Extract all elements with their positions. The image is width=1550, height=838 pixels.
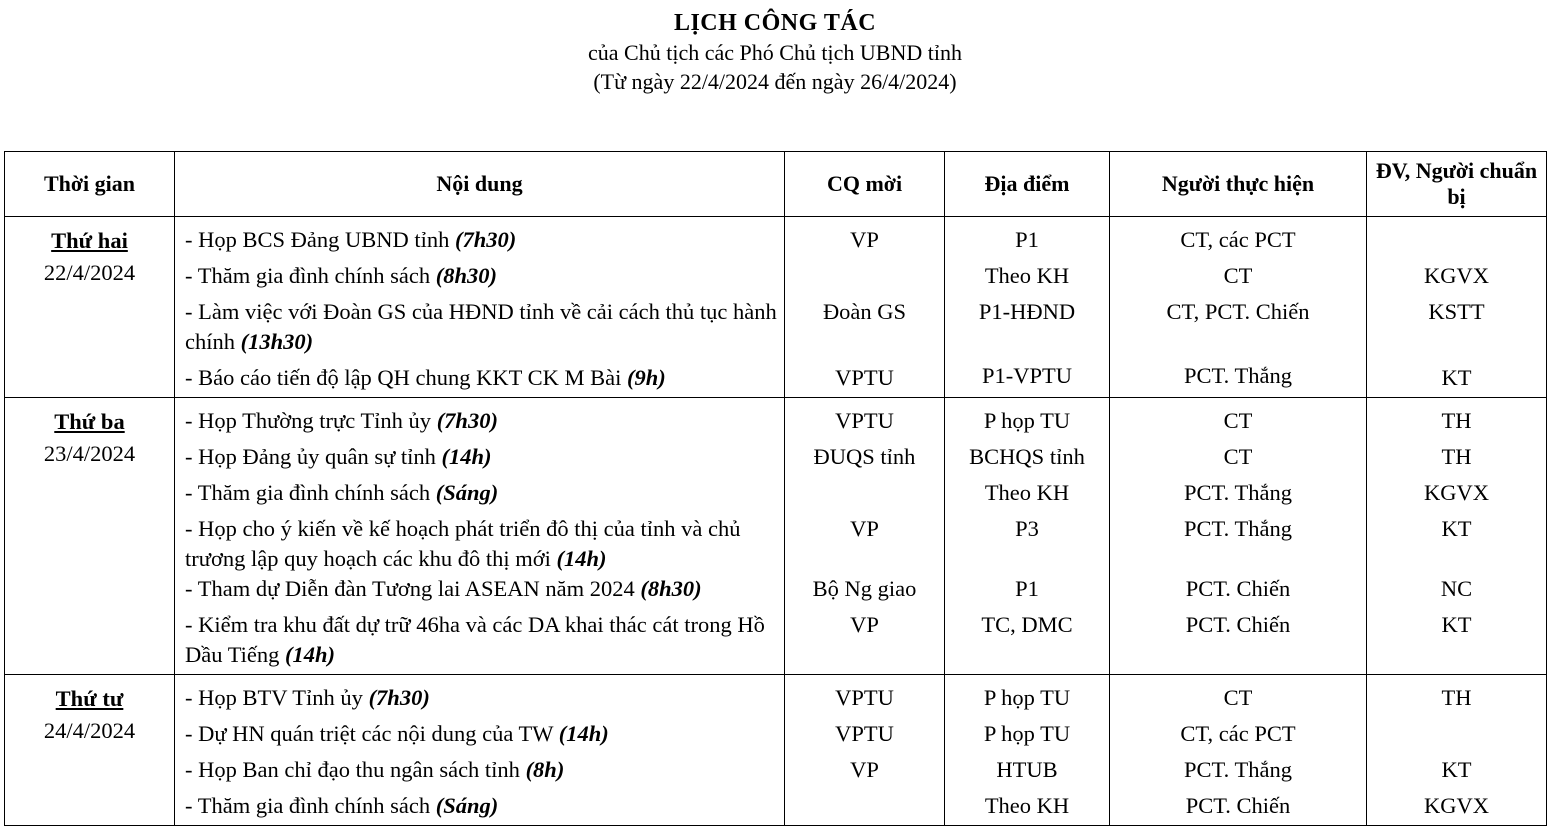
item-location: P3: [1015, 516, 1039, 541]
schedule-table: [4, 151, 1547, 826]
day-cell: [5, 398, 175, 675]
inviter-cell: [785, 398, 945, 675]
item-preparer: KGVX: [1424, 793, 1489, 818]
item-preparer: KGVX: [1424, 480, 1489, 505]
performer-cell: [1110, 217, 1367, 398]
item-location: P1-HĐND: [978, 299, 1076, 324]
date-range: (Từ ngày 22/4/2024 đến ngày 26/4/2024): [593, 69, 957, 94]
schedule-item: [175, 514, 784, 574]
column-header-inviter: CQ mời: [785, 152, 945, 217]
item-preparer: KT: [1441, 612, 1472, 637]
item-text: - Thăm gia đình chính sách: [185, 480, 436, 505]
item-text: - Họp BTV Tỉnh ủy: [185, 685, 369, 710]
item-performer: CT, các PCT: [1180, 721, 1296, 746]
item-text: - Dự HN quán triệt các nội dung của TW: [185, 721, 559, 746]
item-preparer: NC: [1440, 576, 1473, 601]
schedule-item: [175, 225, 784, 261]
item-time: (8h): [525, 757, 565, 782]
schedule-item: [175, 574, 784, 610]
item-text: - Kiểm tra khu đất dự trữ 46ha và các DA khai thác cát trong Hồ Dầu Tiếng: [185, 612, 765, 667]
item-performer: PCT. Thắng: [1184, 363, 1292, 388]
item-location: Theo KH: [984, 793, 1070, 818]
day-cell: [5, 675, 175, 826]
item-inviter: VP: [850, 757, 879, 782]
item-location: P1: [1015, 227, 1039, 252]
day-name: Thứ tư: [55, 686, 124, 711]
item-time: (14h): [558, 721, 609, 746]
item-location: BCHQS tỉnh: [969, 444, 1085, 469]
schedule-item: [175, 297, 784, 357]
column-header-preparer: ĐV, Người chuẩn bị: [1367, 152, 1547, 217]
item-time: (8h30): [435, 263, 498, 288]
item-inviter: VP: [850, 516, 879, 541]
schedule-item: [175, 719, 784, 755]
item-text: - Báo cáo tiến độ lập QH chung KKT CK M Bài: [185, 365, 628, 390]
item-text: - Thăm gia đình chính sách: [185, 263, 436, 288]
item-location: P họp TU: [983, 685, 1071, 710]
item-text: - Họp BCS Đảng UBND tỉnh: [185, 227, 456, 252]
document-subtitle: của Chủ tịch các Phó Chủ tịch UBND tỉnh: [588, 40, 962, 65]
location-cell: [945, 398, 1110, 675]
column-header-location: Địa điểm: [945, 152, 1110, 217]
item-preparer: KGVX: [1424, 263, 1489, 288]
item-text: - Làm việc với Đoàn GS của HĐND tỉnh về cải cách thủ tục hành chính: [185, 299, 777, 354]
column-header-time: Thời gian: [5, 152, 175, 217]
schedule-item: [175, 791, 784, 821]
item-inviter: Đoàn GS: [822, 299, 907, 324]
item-inviter: VPTU: [835, 408, 894, 433]
item-preparer: KSTT: [1428, 299, 1485, 324]
item-performer: CT: [1223, 408, 1253, 433]
item-performer: PCT. Chiến: [1185, 793, 1291, 818]
item-inviter: [785, 478, 944, 514]
item-inviter: VPTU: [835, 685, 894, 710]
item-time: (7h30): [455, 227, 517, 252]
column-header-performer: Người thực hiện: [1110, 152, 1367, 217]
item-location: Theo KH: [984, 480, 1070, 505]
document-header: [0, 8, 1550, 96]
inviter-cell: [785, 675, 945, 826]
performer-cell: [1110, 398, 1367, 675]
item-time: (8h30): [640, 576, 702, 601]
item-text: - Họp Ban chỉ đạo thu ngân sách tỉnh: [185, 757, 526, 782]
item-inviter: VPTU: [835, 365, 894, 390]
item-time: (14h): [556, 546, 607, 571]
item-performer: CT: [1223, 685, 1253, 710]
schedule-item: [175, 755, 784, 791]
item-time: (9h): [627, 365, 666, 390]
preparer-cell: [1367, 398, 1547, 675]
item-performer: CT: [1223, 263, 1253, 288]
item-text: - Họp Đảng ủy quân sự tỉnh: [185, 444, 442, 469]
item-time: (7h30): [368, 685, 430, 710]
item-text: - Tham dự Diễn đàn Tương lai ASEAN năm 2024: [185, 576, 641, 601]
day-row-monday: [5, 217, 1547, 398]
location-cell: [945, 217, 1110, 398]
content-cell: [175, 217, 785, 398]
item-preparer: KT: [1441, 757, 1472, 782]
item-time: (14h): [285, 642, 336, 667]
item-time: (13h30): [240, 329, 314, 354]
day-date: 22/4/2024: [43, 260, 136, 285]
item-inviter: [785, 261, 944, 297]
day-row-tuesday: [5, 398, 1547, 675]
schedule-item: [175, 442, 784, 478]
item-location: HTUB: [996, 757, 1058, 782]
item-time: (Sáng): [435, 480, 499, 505]
item-text: - Họp Thường trực Tỉnh ủy: [185, 408, 437, 433]
inviter-cell: [785, 217, 945, 398]
item-performer: PCT. Thắng: [1184, 516, 1292, 541]
schedule-item: [175, 363, 784, 393]
item-location: P họp TU: [983, 721, 1071, 746]
day-date: 23/4/2024: [43, 441, 136, 466]
item-inviter: ĐUQS tỉnh: [813, 444, 916, 469]
schedule-item: [175, 610, 784, 670]
item-text: - Họp cho ý kiến về kế hoạch phát triển đô thị của tỉnh và chủ trương lập quy hoạch các khu đô thị mới: [185, 516, 741, 571]
item-performer: CT, PCT. Chiến: [1166, 299, 1310, 324]
item-performer: PCT. Chiến: [1185, 612, 1291, 637]
item-preparer: KT: [1441, 516, 1472, 541]
schedule-item: [175, 478, 784, 514]
item-performer: PCT. Thắng: [1184, 480, 1292, 505]
content-cell: [175, 398, 785, 675]
item-time: (Sáng): [435, 793, 499, 818]
performer-cell: [1110, 675, 1367, 826]
item-preparer: [1367, 719, 1546, 755]
item-location: Theo KH: [984, 263, 1070, 288]
item-performer: PCT. Chiến: [1185, 576, 1291, 601]
item-preparer: TH: [1441, 685, 1472, 710]
item-preparer: [1367, 225, 1546, 261]
item-performer: PCT. Thắng: [1184, 757, 1292, 782]
item-preparer: TH: [1441, 408, 1472, 433]
item-performer: CT, các PCT: [1180, 227, 1296, 252]
day-date: 24/4/2024: [43, 718, 136, 743]
document-title: LỊCH CÔNG TÁC: [673, 10, 877, 36]
schedule-item: [175, 683, 784, 719]
day-name: Thứ ba: [54, 409, 125, 434]
item-location: P1: [1015, 576, 1039, 601]
item-time: (14h): [441, 444, 492, 469]
table-header-row: [5, 152, 1547, 217]
item-inviter: Bộ Ng giao: [812, 576, 917, 601]
item-text: - Thăm gia đình chính sách: [185, 793, 436, 818]
schedule-item: [175, 261, 784, 297]
item-location: TC, DMC: [981, 612, 1073, 637]
preparer-cell: [1367, 675, 1547, 826]
day-name: Thứ hai: [51, 228, 128, 253]
item-preparer: KT: [1441, 365, 1472, 390]
item-preparer: TH: [1441, 444, 1472, 469]
item-inviter: VPTU: [835, 721, 894, 746]
day-row-wednesday: [5, 675, 1547, 826]
item-inviter: VP: [850, 612, 879, 637]
content-cell: [175, 675, 785, 826]
item-inviter: [785, 791, 944, 821]
day-cell: [5, 217, 175, 398]
item-performer: CT: [1223, 444, 1253, 469]
item-location: P1-VPTU: [981, 363, 1072, 388]
preparer-cell: [1367, 217, 1547, 398]
item-inviter: VP: [850, 227, 879, 252]
column-header-content: Nội dung: [175, 152, 785, 217]
location-cell: [945, 675, 1110, 826]
schedule-item: [175, 406, 784, 442]
item-location: P họp TU: [983, 408, 1071, 433]
item-time: (7h30): [436, 408, 498, 433]
